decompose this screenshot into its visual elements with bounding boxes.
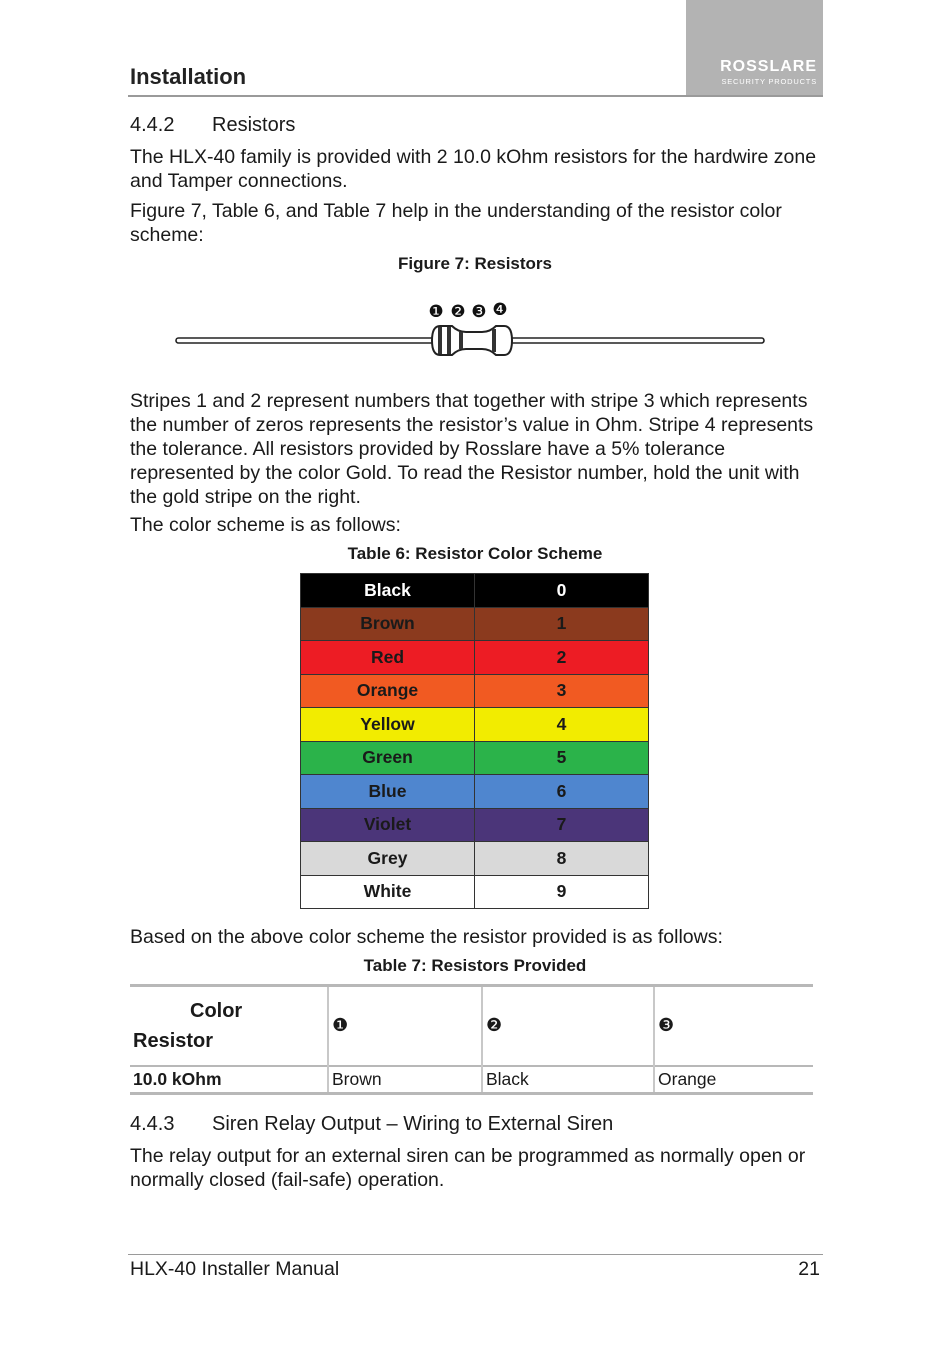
- stripe-explanation-paragraph: Stripes 1 and 2 represent numbers that together with stripe 3 which represents the number of zeros represents the resistor’s value in Ohm. Stripe 4 represents the tolerance. All resistors provided by Rosslare have a 5% tolerance represented by the color Gold. To read the Resistor number, hold the unit with the gold stripe on the right.: [130, 390, 814, 508]
- color-scheme-intro: The color scheme is as follows:: [130, 514, 401, 536]
- resistor-figure: [170, 296, 770, 360]
- table-row: [301, 674, 649, 708]
- resistor-body: [432, 326, 512, 355]
- table-header-row: [130, 986, 813, 1066]
- header-cell-color-resistor: [130, 986, 328, 1066]
- color-value-cell: 9: [475, 875, 649, 909]
- stripe-marker-1: ❶: [428, 302, 444, 322]
- section-number: 4.4.3: [130, 1113, 175, 1135]
- color-name-cell: Violet: [301, 808, 475, 842]
- header-cell-stripe-3: ❸: [654, 986, 813, 1066]
- stripe-marker-4: ❹: [492, 300, 508, 320]
- resistor-stripe-1: [438, 327, 442, 354]
- table-6-caption: Table 6: Resistor Color Scheme: [347, 544, 603, 563]
- section-heading-4-4-2: [130, 114, 295, 137]
- logo-tagline: SECURITY PRODUCTS: [721, 77, 817, 86]
- rosslare-logo: [686, 0, 823, 96]
- section-heading-4-4-3: [130, 1113, 613, 1136]
- color-name-cell: Red: [301, 641, 475, 675]
- cell-stripe-1-color: Brown: [328, 1066, 482, 1094]
- header-color-label: Color: [190, 999, 243, 1022]
- table-row: [301, 741, 649, 775]
- table-row: [301, 641, 649, 675]
- resistor-color-table: [300, 573, 649, 909]
- color-value-cell: 4: [475, 708, 649, 742]
- color-name-cell: White: [301, 875, 475, 909]
- table-row: [301, 875, 649, 909]
- section-title: Resistors: [212, 114, 296, 136]
- page-header-title: Installation: [130, 64, 247, 89]
- color-value-cell: 6: [475, 775, 649, 809]
- header-resistor-label: Resistor: [133, 1029, 214, 1052]
- table-row: [301, 574, 649, 608]
- color-name-cell: Green: [301, 741, 475, 775]
- logo-wordmark: ROSSLARE: [720, 58, 817, 75]
- figure-reference-paragraph: Figure 7, Table 6, and Table 7 help in the understanding of the resistor color scheme:: [130, 200, 782, 246]
- resistor-lead-right: [508, 338, 764, 343]
- stripe-marker-3: ❸: [471, 302, 487, 322]
- table-row: [130, 1066, 813, 1094]
- color-name-cell: Orange: [301, 674, 475, 708]
- color-value-cell: 2: [475, 641, 649, 675]
- table-row: [301, 842, 649, 876]
- header-cell-stripe-2: ❷: [482, 986, 654, 1066]
- table-7-caption: Table 7: Resistors Provided: [363, 956, 587, 975]
- header-divider: [128, 95, 823, 97]
- section-number: 4.4.2: [130, 114, 175, 136]
- table-row: [301, 708, 649, 742]
- table-row: [301, 775, 649, 809]
- footer-manual-title: HLX-40 Installer Manual: [130, 1258, 340, 1280]
- header-cell-stripe-1: ❶: [328, 986, 482, 1066]
- cell-resistor-value: 10.0 kOhm: [130, 1066, 328, 1094]
- color-name-cell: Yellow: [301, 708, 475, 742]
- resistor-lead-left: [176, 338, 434, 343]
- color-name-cell: Blue: [301, 775, 475, 809]
- siren-relay-paragraph: The relay output for an external siren can be programmed as normally open or normally closed (fail-safe) operation.: [130, 1145, 806, 1191]
- color-value-cell: 7: [475, 808, 649, 842]
- resistor-stripe-4: [492, 329, 496, 352]
- section-title: Siren Relay Output – Wiring to External Siren: [212, 1113, 614, 1135]
- table-row: [301, 808, 649, 842]
- color-value-cell: 5: [475, 741, 649, 775]
- color-value-cell: 0: [475, 574, 649, 608]
- color-value-cell: 1: [475, 607, 649, 641]
- resistors-provided-table: [130, 984, 813, 1095]
- cell-stripe-2-color: Black: [482, 1066, 654, 1094]
- footer-divider: [128, 1254, 823, 1255]
- page-number: 21: [798, 1258, 820, 1280]
- color-name-cell: Grey: [301, 842, 475, 876]
- cell-stripe-3-color: Orange: [654, 1066, 813, 1094]
- color-value-cell: 3: [475, 674, 649, 708]
- resistor-stripe-3: [459, 332, 463, 349]
- color-name-cell: Brown: [301, 607, 475, 641]
- color-value-cell: 8: [475, 842, 649, 876]
- resistor-stripe-2: [447, 327, 451, 354]
- figure-7-caption: Figure 7: Resistors: [398, 254, 552, 273]
- table-row: [301, 607, 649, 641]
- stripe-marker-2: ❷: [450, 302, 466, 322]
- resistors-intro-paragraph: The HLX-40 family is provided with 2 10.0 kOhm resistors for the hardwire zone and Tamper connections.: [130, 146, 817, 192]
- color-name-cell: Black: [301, 574, 475, 608]
- table-7-intro: Based on the above color scheme the resistor provided is as follows:: [130, 926, 723, 948]
